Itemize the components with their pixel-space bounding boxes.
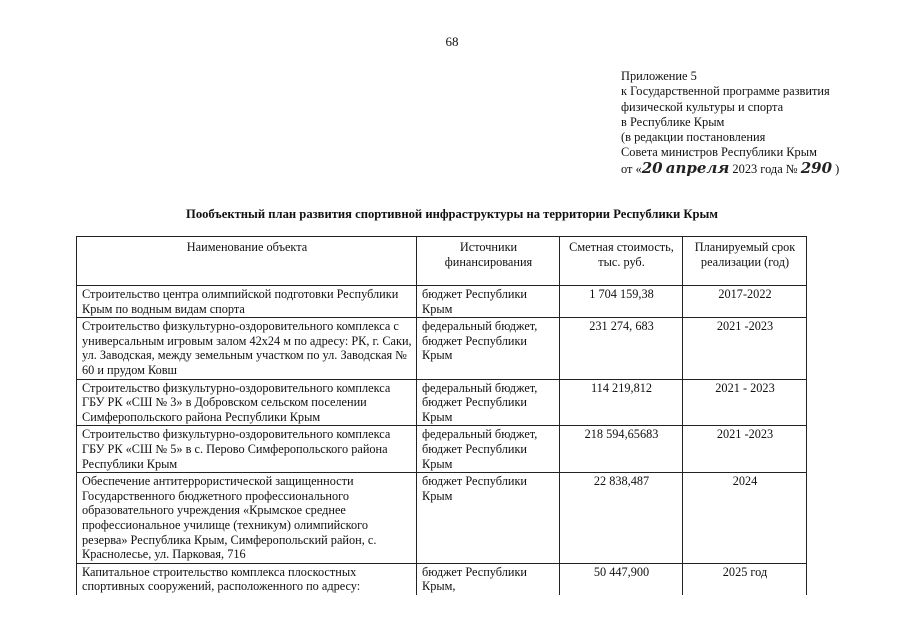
table-row [77,563,807,595]
date-middle: 2023 года № [732,161,798,176]
header-planned-term: Планируемый срок реализации (год) [683,237,807,286]
handwritten-month: апреля [665,158,730,177]
term-cell: 2017-2022 [683,286,807,318]
appendix-line: в Республике Крым [621,114,725,129]
appendix-block [621,69,891,177]
appendix-date-line [621,158,891,177]
funding-source-cell: федеральный бюджет, бюджет Республики Крым [417,379,560,426]
table-row [77,473,807,564]
object-name-cell: Строительство физкультурно-оздоровительного комплекса ГБУ РК «СШ № 5» в с. Перово Симферопольского района Республики Крым [77,426,417,473]
cost-cell: 50 447,900 [560,563,683,595]
header-estimated-cost: Сметная стоимость, тыс. руб. [560,237,683,286]
table-row [77,318,807,379]
table-row [77,286,807,318]
cost-cell: 1 704 159,38 [560,286,683,318]
date-suffix: ) [835,161,840,176]
term-cell: 2025 год [683,563,807,595]
appendix-line: Совета министров Республики Крым [621,145,817,160]
object-name-cell: Строительство физкультурно-оздоровительного комплекса ГБУ РК «СШ № 3» в Добровском сельском поселении Симферопольского района Республики Крым [77,379,417,426]
appendix-line: к Государственной программе развития [621,84,830,99]
document-title: Пообъектный план развития спортивной инфраструктуры на территории Республики Крым [186,207,718,221]
object-name-cell: Капитальное строительство комплекса плоскостных спортивных сооружений, расположенного по адресу: [77,563,417,595]
table-row [77,379,807,426]
term-cell: 2021 -2023 [683,426,807,473]
handwritten-number: 290 [800,158,833,177]
funding-source-cell: федеральный бюджет, бюджет Республики Крым [417,426,560,473]
funding-source-cell: бюджет Республики Крым, [417,563,560,595]
infrastructure-table [76,236,807,595]
header-object-name: Наименование объекта [77,237,417,286]
date-prefix: от « [621,161,642,176]
object-name-cell: Строительство физкультурно-оздоровительного комплекса с универсальным игровым залом 42х24 м по адресу: РК, г. Саки, ул. Заводская, между земельным участком по ул. Заводская № 60 и прудом Ковш [77,318,417,379]
funding-source-cell: бюджет Республики Крым [417,286,560,318]
cost-cell: 218 594,65683 [560,426,683,473]
cost-cell: 231 274, 683 [560,318,683,379]
handwritten-day: 20 [641,158,663,177]
object-name-cell: Строительство центра олимпийской подготовки Республики Крым по водным видам спорта [77,286,417,318]
cost-cell: 22 838,487 [560,473,683,564]
cost-cell: 114 219,812 [560,379,683,426]
table-header-row [77,237,807,286]
term-cell: 2024 [683,473,807,564]
appendix-line: (в редакции постановления [621,130,766,145]
appendix-line: Приложение 5 [621,69,697,83]
term-cell: 2021 -2023 [683,318,807,379]
object-name-cell: Обеспечение антитеррористической защищенности Государственного бюджетного профессионального образовательного учреждения «Крымское среднее профессиональное училище (техникум) олимпийского резерва» Республика Крым, Симферопольский район, с. Краснолесье, ул. Парковая, 716 [77,473,417,564]
appendix-line: физической культуры и спорта [621,99,784,114]
funding-source-cell: бюджет Республики Крым [417,473,560,564]
page-number: 68 [445,34,459,49]
funding-source-cell: федеральный бюджет, бюджет Республики Крым [417,318,560,379]
header-funding-sources: Источники финансирования [417,237,560,286]
table-row [77,426,807,473]
term-cell: 2021 - 2023 [683,379,807,426]
